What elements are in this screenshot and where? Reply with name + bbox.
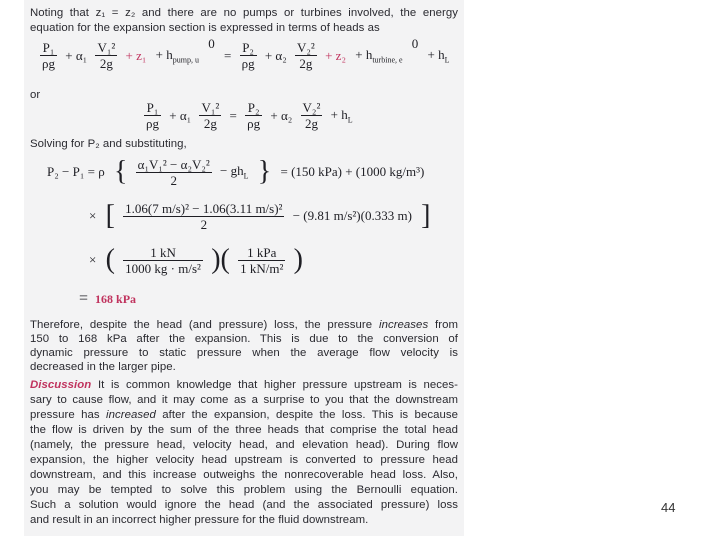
result-value: 168 kPa xyxy=(95,292,137,306)
explanation-line-4: decreased in the larger pipe. xyxy=(30,361,176,373)
discussion-line-4: the flow is driven by the sum of the three heads that comprise the total head xyxy=(30,424,458,436)
or-line: or xyxy=(30,89,41,101)
intro-line-2: equation for the expansion section is expressed in terms of heads as xyxy=(30,22,380,34)
simplified-equation: $\frac{\text{P₁}}{\rho g}$ + α₁ $\frac{\text{V₁²}}{2g}$ = $\frac{\text{P₂}}{\rho g}$ + α₂ $\frac{\text{V₂²}}{2g}$ + $h_L$ xyxy=(146,100,353,131)
discussion-line-8: you may be tempted to solve this problem using the Bernoulli equation. xyxy=(30,484,458,496)
substitution-equation: P₂ − P₁ = ρ { $\frac{\text{α₁V₁² − α₂V₂²}}{2}$ − $gh_L$ } = (150 kPa) + (1000 kg/m³) xyxy=(47,156,425,188)
discussion-line-3: pressure has increased after the expansion, despite the loss. This is because xyxy=(30,409,458,421)
energy-equation: $\frac{\text{P₁}}{\rho g}$ + α₁ $\frac{\text{V₁²}}{2g}$ + $z_1 + h_{pump, u}$ 0 = $\frac{\text{P₂}}{\rho g}$ + α₂ $\frac{\text{V₂²}}{2g}$ + $z_2 + h_{turbine, e}$ $0 + h_L$ xyxy=(42,35,450,71)
solving-line: Solving for P₂ and substituting, xyxy=(30,138,187,150)
discussion-label: Discussion xyxy=(30,379,92,391)
intro-line-1: Noting that z₁ = z₂ and there are no pumps or turbines involved, the energy xyxy=(30,7,458,19)
unit-conversion: × ( $\frac{1 kN}{\text{1000 kg · m/s²}}$ )( $\frac{\text{1 kPa}}{\text{1 kN/m²}}$ ) xyxy=(89,244,303,276)
slide-page-number: 44 xyxy=(661,500,676,515)
explanation-line-1: Therefore, despite the head (and pressure) loss, the pressure increases from xyxy=(30,319,458,331)
discussion-line-9: Such a solution would ignore the head (and the associated pressure) loss xyxy=(30,499,458,511)
discussion-line-10: and result in an incorrect higher pressure for the fluid downstream. xyxy=(30,514,369,526)
discussion-line-5: (namely, the pressure head, velocity head, and elevation head). During flow xyxy=(30,439,458,451)
textbook-page xyxy=(24,0,464,536)
discussion-line-1: Discussion It is common knowledge that higher pressure upstream is neces- xyxy=(30,379,458,391)
numeric-substitution: × [ $\frac{\text{1.06(7 m/s)² − 1.06(3.11 m/s)²}}{2}$ − (9.81 m/s²)(0.333 m) ] xyxy=(89,200,431,232)
discussion-line-7: downstream, and this increase outweighs the nonrecoverable head loss. Also, xyxy=(30,469,458,481)
discussion-line-6: expansion, the higher velocity head upstream is converted to pressure head xyxy=(30,454,458,466)
explanation-line-3: dynamic pressure to static pressure when the average flow velocity is xyxy=(30,347,458,359)
result-line: = 168 kPa xyxy=(79,290,137,308)
explanation-line-2: 150 to 168 kPa after the expansion. This is due to the conversion of xyxy=(30,333,458,345)
discussion-line-2: sary to cause flow, and it may come as a surprise to you that the downstream xyxy=(30,394,458,406)
